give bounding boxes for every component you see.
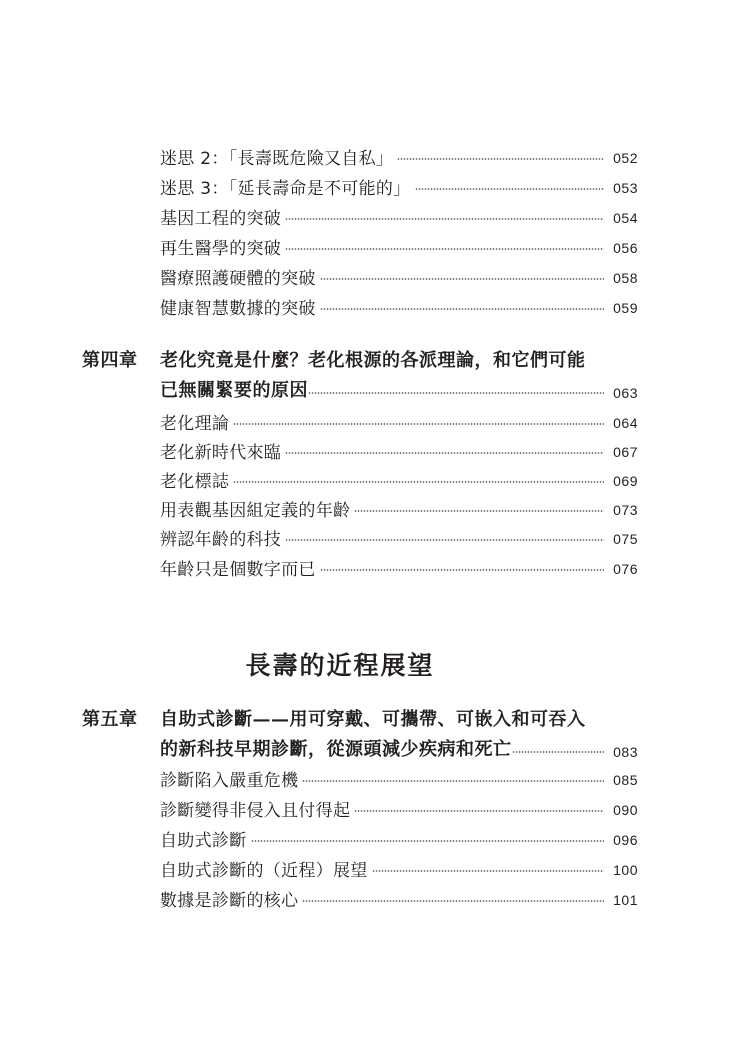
entry-title: 辨認年齡的科技 (160, 529, 282, 550)
dot-leader (302, 900, 604, 902)
dot-leader (285, 452, 604, 454)
entry-page: 058 (613, 269, 638, 286)
dot-leader (397, 158, 604, 160)
dot-leader (285, 539, 604, 541)
chapter-page: 083 (613, 744, 638, 760)
toc-entry[interactable] (160, 466, 638, 492)
dot-leader (372, 870, 604, 872)
entry-page: 101 (613, 891, 638, 908)
entry-title: 年齡只是個數字而已 (160, 559, 316, 580)
entry-title: 迷思 2：「長壽既危險又自私」 (160, 148, 394, 169)
toc-entry[interactable] (160, 263, 638, 289)
dot-leader (320, 569, 604, 571)
chapter-title-line2: 的新科技早期診斷，從源頭減少疾病和死亡 (160, 739, 512, 760)
toc-entry[interactable] (160, 293, 638, 319)
dot-leader (354, 510, 604, 512)
entry-page: 053 (613, 179, 638, 196)
entry-page: 054 (613, 209, 638, 226)
toc-entry[interactable] (160, 825, 638, 851)
entry-page: 085 (613, 771, 638, 788)
entry-page: 067 (613, 443, 638, 460)
toc-entry[interactable] (160, 143, 638, 169)
chapter-title-line2: 已無關緊要的原因 (160, 380, 308, 401)
entry-title: 自助式診斷的（近程）展望 (160, 860, 368, 881)
dot-leader (285, 218, 604, 220)
entry-title: 自助式診斷 (160, 830, 247, 851)
toc-entry[interactable] (160, 495, 638, 521)
entry-page: 064 (613, 414, 638, 431)
chapter-number: 第四章 (82, 350, 138, 371)
entry-page: 076 (613, 560, 638, 577)
entry-title: 診斷陷入嚴重危機 (160, 770, 299, 791)
toc-entry[interactable] (160, 524, 638, 550)
entry-page: 056 (613, 239, 638, 256)
chapter-page: 063 (613, 385, 638, 401)
toc-entry[interactable] (160, 408, 638, 434)
entry-title: 再生醫學的突破 (160, 238, 282, 259)
entry-title: 診斷變得非侵入且付得起 (160, 800, 351, 821)
chapter-title-line1: 自助式診斷——用可穿戴、可攜帶、可嵌入和可吞入 (160, 709, 586, 730)
entry-title: 健康智慧數據的突破 (160, 298, 316, 319)
dot-leader (251, 840, 605, 842)
entry-page: 059 (613, 299, 638, 316)
toc-entry[interactable] (160, 554, 638, 580)
toc-entry[interactable] (160, 437, 638, 463)
toc-entry[interactable] (160, 885, 638, 911)
toc-entry[interactable] (160, 173, 638, 199)
toc-entry[interactable] (160, 855, 638, 881)
entry-page: 090 (613, 801, 638, 818)
toc-entry[interactable] (160, 795, 638, 821)
entry-page: 096 (613, 831, 638, 848)
dot-leader (354, 810, 604, 812)
entry-title: 基因工程的突破 (160, 208, 282, 229)
dot-leader (233, 481, 604, 483)
dot-leader (320, 278, 604, 280)
dot-leader (512, 751, 605, 753)
chapter-title-line1: 老化究竟是什麼？老化根源的各派理論，和它們可能 (160, 350, 586, 371)
dot-leader (320, 308, 604, 310)
entry-page: 075 (613, 530, 638, 547)
entry-page: 073 (613, 501, 638, 518)
entry-page: 069 (613, 472, 638, 489)
entry-page: 052 (613, 149, 638, 166)
dot-leader (302, 780, 604, 782)
entry-title: 醫療照護硬體的突破 (160, 268, 316, 289)
chapter-title-line2-row (160, 375, 638, 403)
entry-title: 迷思 3：「延長壽命是不可能的」 (160, 178, 411, 199)
dot-leader (285, 248, 604, 250)
entry-title: 老化新時代來臨 (160, 442, 282, 463)
entry-title: 數據是診斷的核心 (160, 890, 299, 911)
dot-leader (415, 188, 604, 190)
toc-entry[interactable] (160, 765, 638, 791)
entry-title: 用表觀基因組定義的年齡 (160, 500, 351, 521)
dot-leader (233, 423, 604, 425)
toc-entry[interactable] (160, 233, 638, 259)
entry-page: 100 (613, 861, 638, 878)
dot-leader (308, 392, 604, 394)
part-title: 長壽的近程展望 (245, 651, 435, 680)
chapter-title-line2-row (160, 734, 638, 762)
entry-title: 老化理論 (160, 413, 230, 434)
toc-entry[interactable] (160, 203, 638, 229)
chapter-number: 第五章 (82, 709, 138, 730)
entry-title: 老化標誌 (160, 471, 230, 492)
